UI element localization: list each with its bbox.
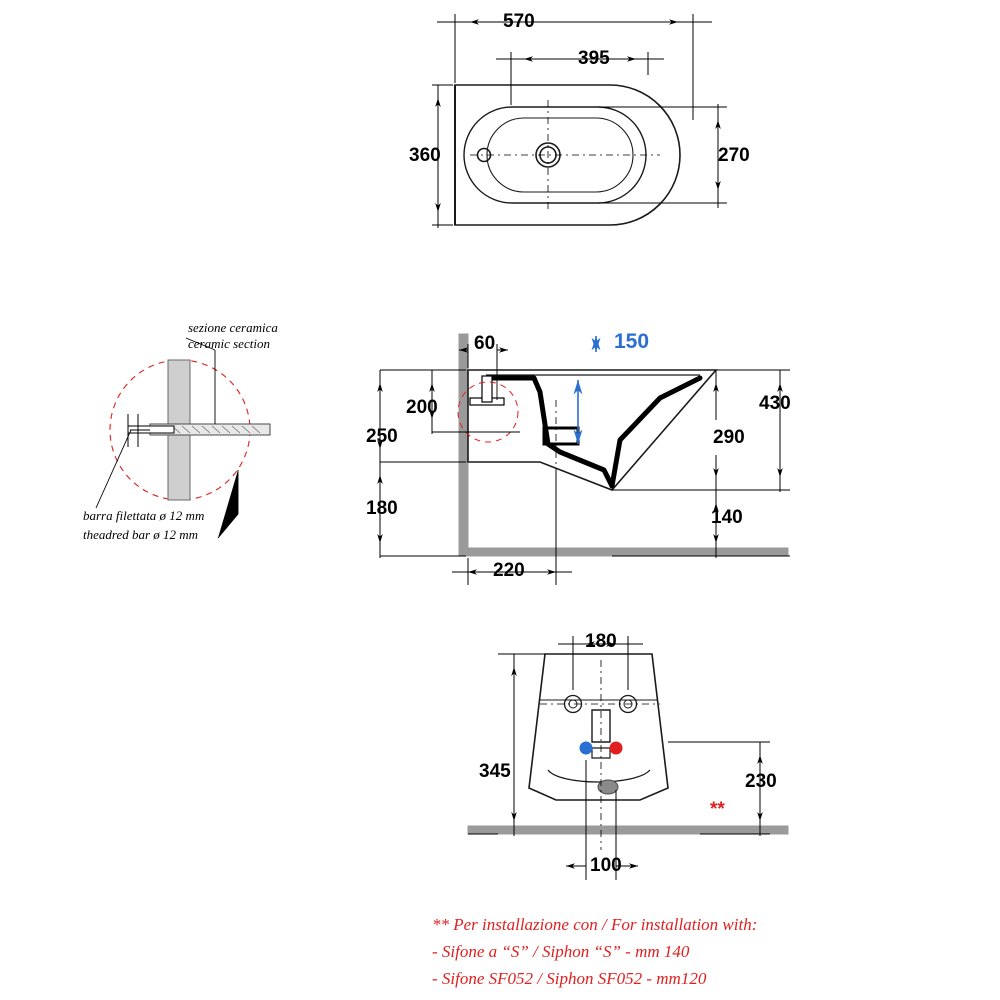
dim-label-top-360: 360 xyxy=(409,145,441,166)
dim-label-side-430: 430 xyxy=(759,393,791,414)
installation-note-line-2: - Sifone a “S” / Siphon “S” - mm 140 xyxy=(432,942,690,961)
installation-note-line-1: ** Per installazione con / For installation with: xyxy=(432,915,758,934)
dim-label-top-270: 270 xyxy=(718,145,750,166)
side-view-blue-dimension xyxy=(578,336,596,444)
dim-label-front-230: 230 xyxy=(745,771,777,792)
dim-label-side-250: 250 xyxy=(366,426,398,447)
dim-label-front-asterisk: ** xyxy=(710,799,725,820)
dim-label-front-345: 345 xyxy=(479,761,511,782)
dim-label-front-180: 180 xyxy=(585,631,617,652)
dim-label-side-150: 150 xyxy=(614,330,650,353)
top-view-dimension-lines xyxy=(432,11,727,228)
dim-label-side-60: 60 xyxy=(474,333,496,354)
detail-label-bar-en: theadred bar ø 12 mm xyxy=(83,527,199,542)
dim-label-top-570: 570 xyxy=(503,11,535,32)
dim-label-side-140: 140 xyxy=(711,507,743,528)
dim-label-side-290: 290 xyxy=(713,427,745,448)
dim-label-top-395: 395 xyxy=(578,48,610,69)
dim-label-side-180: 180 xyxy=(366,498,398,519)
side-view-geometry xyxy=(170,334,788,556)
detail-label-bar-it: barra filettata ø 12 mm xyxy=(83,508,205,523)
installation-note-line-3: - Sifone SF052 / Siphon SF052 - mm120 xyxy=(432,969,707,988)
detail-label-section-it: sezione ceramica xyxy=(188,320,278,335)
detail-label-section-en: ceramic section xyxy=(188,336,270,351)
dim-label-side-220: 220 xyxy=(493,560,525,581)
dim-label-front-100: 100 xyxy=(590,855,622,876)
dim-label-side-200: 200 xyxy=(406,397,438,418)
front-view-dimension-lines xyxy=(468,636,770,880)
